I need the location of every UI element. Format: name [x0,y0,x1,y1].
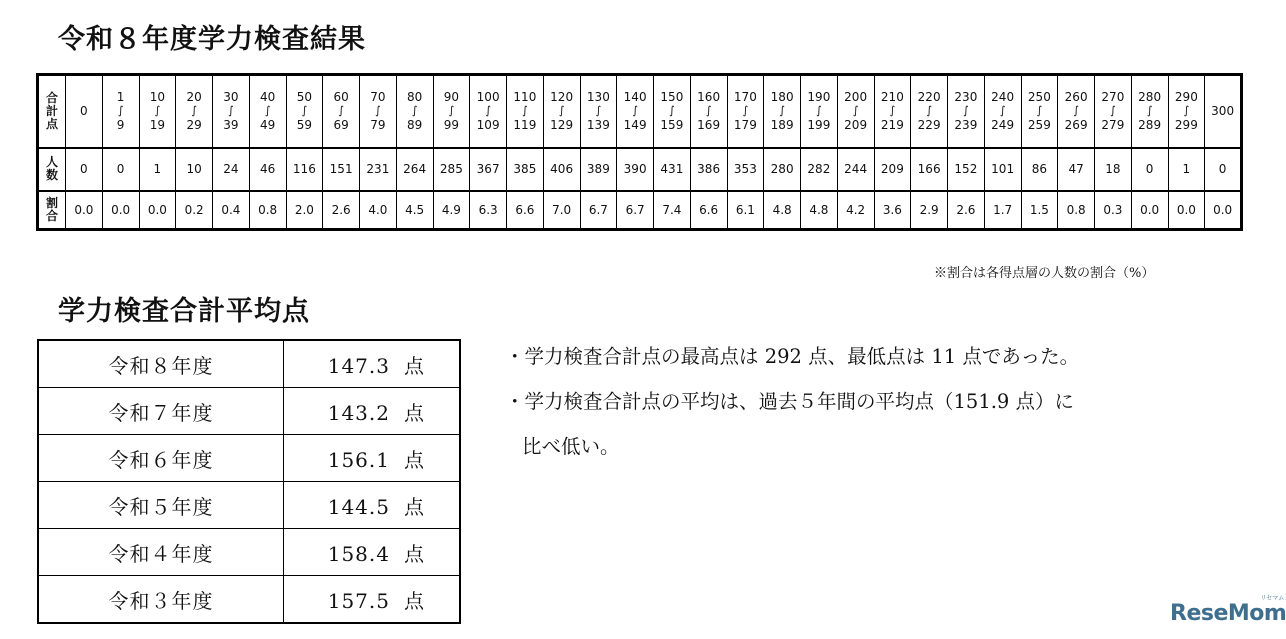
score-range-cell [396,75,433,148]
ratio-row [38,191,1242,230]
average-score-unit: 点 [404,541,425,566]
score-range-cell [543,75,580,148]
count-cell: 1 [1168,148,1205,191]
range-separator: ∫ [632,104,638,118]
average-score-value: 156.1 [327,447,390,472]
ratio-cell: 1.5 [1021,191,1058,230]
average-row [38,340,460,388]
range-separator: ∫ [963,104,969,118]
average-score [284,435,461,482]
score-range-cell [507,75,544,148]
count-cell: 152 [948,148,985,191]
score-range-cell [727,75,764,148]
ratio-cell: 6.7 [580,191,617,230]
count-cell: 353 [727,148,764,191]
score-range-cell [139,75,176,148]
score-range-cell [837,75,874,148]
resemom-logo [1170,595,1286,626]
range-separator: ∫ [375,104,381,118]
range-start: 50 [296,90,313,105]
row-label-ratio: 割 合 [38,191,66,230]
score-range-cell [176,75,213,148]
average-row [38,435,460,482]
ratio-cell: 0.8 [249,191,286,230]
average-score-unit: 点 [404,588,425,613]
section-title-average: 学力検査合計平均点 [58,296,310,327]
logo-subtext: リセマム [1260,595,1285,602]
bullet-average-comparison: ・学力検査合計点の平均は、過去５年間の平均点（151.9 点）に [505,390,1075,413]
average-year: 令和７年度 [38,388,284,435]
range-value: 300 [1211,104,1235,119]
average-score [284,482,461,529]
score-range-cell [1058,75,1095,148]
score-range-cell [213,75,250,148]
ratio-cell: 1.7 [984,191,1021,230]
range-end: 259 [1027,118,1051,133]
range-end: 139 [586,118,610,133]
count-cell: 282 [801,148,838,191]
score-range-cell [66,75,103,148]
range-separator: ∫ [338,104,344,118]
range-end: 239 [954,118,978,133]
range-separator: ∫ [816,104,822,118]
range-end: 289 [1138,118,1162,133]
range-end: 149 [623,118,647,133]
score-range-cell [984,75,1021,148]
range-end: 99 [443,118,460,133]
range-end: 9 [116,118,125,133]
ratio-cell: 4.8 [764,191,801,230]
score-range-cell [764,75,801,148]
count-cell: 1 [139,148,176,191]
count-cell: 389 [580,148,617,191]
range-separator: ∫ [301,104,308,118]
range-end: 279 [1101,118,1125,133]
average-row [38,576,460,624]
count-cell: 264 [396,148,433,191]
average-year: 令和５年度 [38,482,284,529]
ratio-note: ※割合は各得点層の人数の割合（%） [934,266,1155,281]
count-cell: 10 [176,148,213,191]
count-cell: 367 [470,148,507,191]
average-score [284,340,461,388]
ratio-cell: 4.9 [433,191,470,230]
ratio-cell: 6.6 [690,191,727,230]
range-separator: ∫ [779,104,785,118]
ratio-cell: 4.8 [801,191,838,230]
count-cell: 390 [617,148,654,191]
score-range-cell [948,75,985,148]
range-end: 179 [733,118,757,133]
range-separator: ∫ [522,104,528,118]
score-range-cell [360,75,397,148]
range-start: 210 [880,90,904,105]
range-separator: ∫ [264,104,271,118]
count-cell: 46 [249,148,286,191]
score-range-cell [617,75,654,148]
range-value: 0 [80,104,88,119]
average-score-unit: 点 [404,400,425,425]
range-start: 140 [623,90,647,105]
average-row [38,482,460,529]
range-start: 170 [733,90,757,105]
score-range-cell [433,75,470,148]
score-range-cell [911,75,948,148]
range-end: 269 [1064,118,1088,133]
average-year: 令和４年度 [38,529,284,576]
average-score-value: 158.4 [327,541,390,566]
count-cell: 431 [654,148,691,191]
range-end: 89 [406,118,423,133]
ratio-cell: 4.2 [837,191,874,230]
score-range-cell [874,75,911,148]
range-end: 249 [991,118,1015,133]
ratio-cell: 0.0 [66,191,103,230]
count-cell: 0 [1131,148,1168,191]
range-start: 200 [844,90,868,105]
ratio-cell: 4.0 [360,191,397,230]
score-range-cell [1095,75,1132,148]
ratio-cell: 2.6 [948,191,985,230]
average-year: 令和３年度 [38,576,284,624]
page-title-results: 令和８年度学力検査結果 [58,24,366,55]
average-row [38,388,460,435]
range-separator: ∫ [485,104,491,118]
average-score-value: 157.5 [327,588,390,613]
range-separator: ∫ [1036,104,1043,118]
count-cell: 209 [874,148,911,191]
range-separator: ∫ [448,104,455,118]
range-start: 100 [476,90,500,105]
ratio-cell: 2.6 [323,191,360,230]
average-row [38,529,460,576]
score-range-cell [102,75,139,148]
ratio-cell: 2.0 [286,191,323,230]
range-end: 129 [550,118,574,133]
ratio-cell: 0.0 [1168,191,1205,230]
ratio-cell: 0.2 [176,191,213,230]
count-cell: 101 [984,148,1021,191]
average-score [284,388,461,435]
range-separator: ∫ [191,104,197,118]
average-score-value: 147.3 [327,353,390,378]
count-cell: 244 [837,148,874,191]
range-end: 49 [259,118,276,133]
score-range-cell [1131,75,1168,148]
score-range-cell [801,75,838,148]
range-separator: ∫ [742,104,749,118]
score-range-cell [690,75,727,148]
score-range-row [38,75,1242,148]
count-cell: 0 [66,148,103,191]
range-start: 270 [1101,90,1125,105]
count-cell: 231 [360,148,397,191]
range-start: 1 [116,90,125,105]
range-start: 160 [697,90,721,105]
range-separator: ∫ [1073,104,1079,118]
average-year: 令和８年度 [38,340,284,388]
count-row [38,148,1242,191]
ratio-cell: 7.4 [654,191,691,230]
logo-text: ReseMom [1170,601,1286,626]
count-cell: 116 [286,148,323,191]
average-score-value: 144.5 [327,494,390,519]
score-range-cell [580,75,617,148]
score-range-cell [323,75,360,148]
range-start: 260 [1064,90,1088,105]
range-end: 229 [917,118,941,133]
range-end: 169 [697,118,721,133]
average-score-value: 143.2 [327,400,390,425]
range-end: 19 [149,118,166,133]
range-separator: ∫ [999,104,1006,118]
range-separator: ∫ [411,104,418,118]
average-score-unit: 点 [404,447,425,472]
range-separator: ∫ [228,104,234,118]
average-score [284,529,461,576]
range-start: 90 [443,90,460,105]
range-separator: ∫ [1183,104,1190,118]
range-separator: ∫ [705,104,712,118]
range-start: 250 [1027,90,1051,105]
ratio-cell: 0.0 [1205,191,1242,230]
bullet-average-comparison-cont: 比べ低い。 [522,435,620,458]
range-separator: ∫ [852,104,859,118]
row-label-count: 人 数 [38,148,66,191]
range-separator: ∫ [558,104,565,118]
average-score-unit: 点 [404,353,425,378]
range-separator: ∫ [1110,104,1116,118]
bullet-highest-lowest: ・学力検査合計点の最高点は 292 点、最低点は 11 点であった。 [505,345,1080,368]
range-separator: ∫ [595,104,602,118]
range-start: 290 [1174,90,1198,105]
score-range-cell [1205,75,1242,148]
count-cell: 0 [1205,148,1242,191]
range-start: 230 [954,90,978,105]
score-range-cell [1021,75,1058,148]
average-year: 令和６年度 [38,435,284,482]
range-start: 280 [1138,90,1162,105]
range-start: 180 [770,90,794,105]
ratio-cell: 7.0 [543,191,580,230]
range-end: 109 [476,118,500,133]
count-cell: 386 [690,148,727,191]
range-start: 110 [513,90,537,105]
count-cell: 385 [507,148,544,191]
count-cell: 151 [323,148,360,191]
count-cell: 166 [911,148,948,191]
ratio-cell: 0.4 [213,191,250,230]
count-cell: 47 [1058,148,1095,191]
range-end: 299 [1174,118,1198,133]
ratio-cell: 6.1 [727,191,764,230]
range-end: 219 [880,118,904,133]
ratio-cell: 4.5 [396,191,433,230]
average-score-unit: 点 [404,494,425,519]
ratio-cell: 6.6 [507,191,544,230]
ratio-cell: 0.0 [1131,191,1168,230]
ratio-cell: 3.6 [874,191,911,230]
range-separator: ∫ [669,104,675,118]
range-start: 220 [917,90,941,105]
range-start: 240 [991,90,1015,105]
range-end: 39 [223,118,239,133]
range-separator: ∫ [154,104,161,118]
count-cell: 86 [1021,148,1058,191]
score-range-cell [654,75,691,148]
range-start: 150 [660,90,684,105]
range-end: 69 [333,118,349,133]
score-distribution-table [36,73,1243,231]
range-separator: ∫ [117,104,124,118]
range-separator: ∫ [1146,104,1153,118]
range-start: 190 [807,90,831,105]
range-start: 120 [550,90,574,105]
count-cell: 18 [1095,148,1132,191]
score-range-cell [249,75,286,148]
row-label-score: 合 計 点 [38,75,66,148]
range-start: 10 [149,90,166,105]
range-end: 159 [660,118,684,133]
range-separator: ∫ [889,104,896,118]
average-score-table [37,339,461,624]
ratio-cell: 0.3 [1095,191,1132,230]
range-end: 189 [770,118,794,133]
range-separator: ∫ [926,104,932,118]
score-range-cell [1168,75,1205,148]
range-end: 119 [513,118,537,133]
range-end: 199 [807,118,831,133]
ratio-cell: 0.8 [1058,191,1095,230]
ratio-cell: 2.9 [911,191,948,230]
range-start: 70 [370,90,386,105]
range-end: 79 [370,118,386,133]
count-cell: 406 [543,148,580,191]
range-start: 30 [223,90,239,105]
range-start: 20 [186,90,202,105]
ratio-cell: 0.0 [102,191,139,230]
score-range-cell [470,75,507,148]
range-start: 40 [259,90,276,105]
range-end: 209 [844,118,868,133]
count-cell: 280 [764,148,801,191]
range-end: 29 [186,118,202,133]
score-range-cell [286,75,323,148]
ratio-cell: 6.7 [617,191,654,230]
count-cell: 24 [213,148,250,191]
average-score [284,576,461,624]
count-cell: 285 [433,148,470,191]
range-start: 60 [333,90,349,105]
range-end: 59 [296,118,313,133]
range-start: 80 [406,90,423,105]
range-start: 130 [586,90,610,105]
ratio-cell: 6.3 [470,191,507,230]
count-cell: 0 [102,148,139,191]
ratio-cell: 0.0 [139,191,176,230]
